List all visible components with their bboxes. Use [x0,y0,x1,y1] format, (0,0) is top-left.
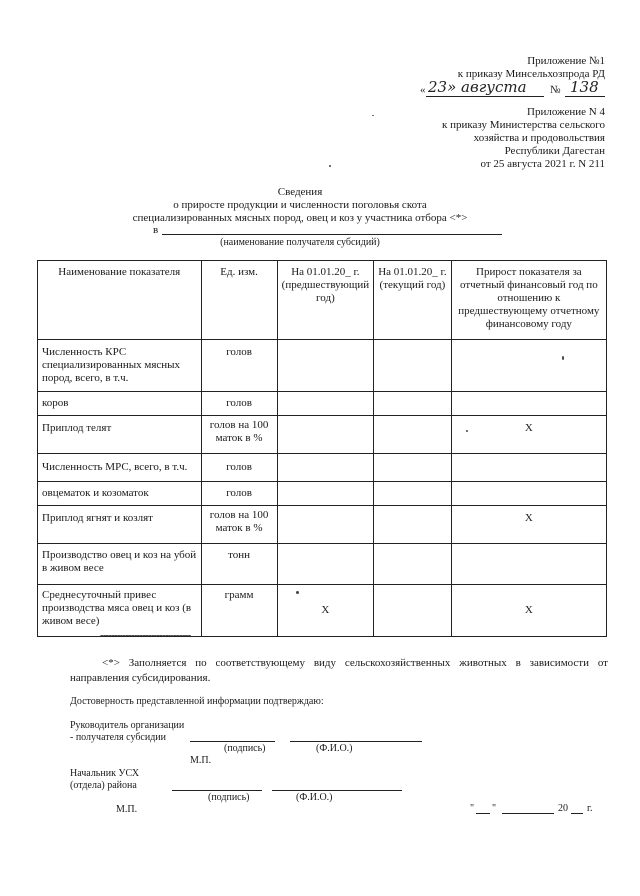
signer-1-title [70,720,184,744]
row-current [374,340,452,392]
row-unit: голов [201,340,277,392]
handwritten-number: 138 [570,78,599,96]
day-blank [476,813,490,814]
row-unit: грамм [201,585,277,637]
header-unit: Ед. изм. [201,261,277,340]
signer-2-line-2: (отдела) района [70,780,137,791]
recipient-caption: (наименование получателя субсидий) [220,237,380,248]
row-indicator: Численность КРС специализированных мясных пород, всего, в т.ч. [38,340,202,392]
table-row [38,482,607,506]
row-current [374,482,452,506]
stamp-label-2: М.П. [116,804,138,815]
recipient-line [162,234,502,235]
title-line-1: Сведения [277,186,323,198]
scan-speck [329,165,331,167]
header-indicator: Наименование показателя [38,261,202,340]
document-title [60,186,540,225]
row-indicator: коров [38,392,202,416]
handwritten-order-date [420,78,610,100]
row-current [374,585,452,637]
year-blank [571,813,583,814]
signer-2-line-1: Начальник УСХ [70,768,140,779]
appendix-4-line: Приложение N 4 [527,106,605,118]
appendix-4-line: к приказу Министерства сельского [442,119,605,131]
row-unit: голов [201,454,277,482]
row-previous [277,544,373,585]
row-indicator: Среднесуточный привес производства мяса овец и коз (в живом весе) [38,585,202,637]
row-current [374,506,452,544]
row-growth: X [451,585,606,637]
appendix-4-line: Республики Дагестан [504,145,605,157]
signer-2-title [70,768,139,792]
name-caption-2: (Ф.И.О.) [296,792,333,803]
date-close-quote-mark: " [492,803,497,814]
row-growth [451,544,606,585]
row-current [374,544,452,585]
appendix-4-block [340,106,605,171]
indicators-table [37,260,607,637]
row-previous [277,454,373,482]
row-growth: X [451,506,606,544]
row-indicator: Производство овец и коз на убой в живом весе [38,544,202,585]
name-line-2 [272,790,402,791]
row-previous [277,392,373,416]
table-row [38,544,607,585]
row-current [374,416,452,454]
row-growth: X [451,416,606,454]
confirmation-text: Достоверность представленной информации подтверждаю: [70,696,324,707]
signature-caption-2: (подпись) [208,792,250,803]
row-indicator: Приплод телят [38,416,202,454]
row-indicator: Численность МРС, всего, в т.ч. [38,454,202,482]
appendix-4-line: от 25 августа 2021 г. N 211 [480,158,605,170]
date-open-quote-mark: " [470,803,475,814]
footnote-separator: -------------------------------- [100,630,191,641]
year-suffix: г. [587,803,593,814]
scan-speck [372,115,374,116]
row-unit: тонн [201,544,277,585]
row-growth [451,392,606,416]
row-growth [451,454,606,482]
header-current-year: На 01.01.20_ г. (текущий год) [374,261,452,340]
header-growth: Прирост показателя за отчетный финансовый год по отношению к предшествующему отчетному финансовому году [451,261,606,340]
number-underline [565,96,605,97]
row-previous [277,416,373,454]
signature-date [470,803,600,817]
number-sign: № [550,84,561,96]
table-row [38,585,607,637]
appendix-1-title: Приложение №1 [527,55,605,67]
row-growth [451,482,606,506]
month-blank [502,813,554,814]
title-line-2: о приросте продукции и численности поголовья скота [173,199,427,211]
row-growth [451,340,606,392]
table-row [38,340,607,392]
row-unit: голов на 100 маток в % [201,416,277,454]
row-current [374,454,452,482]
name-caption-1: (Ф.И.О.) [316,743,353,754]
scan-speck [466,430,468,432]
footnote-text: <*> Заполняется по соответствующему виду сельскохозяйственных животных в зависимости от направления субсидирования. [70,657,608,684]
header-previous-year: На 01.01.20_ г. (предшествующий год) [277,261,373,340]
row-previous [277,506,373,544]
signer-1-line-1: Руководитель организации [70,720,185,731]
row-unit: голов [201,392,277,416]
table-row [38,392,607,416]
table-row [38,454,607,482]
signer-1-line-2: - получателя субсидии [70,732,166,743]
name-line-1 [290,741,422,742]
row-indicator: Приплод ягнят и козлят [38,506,202,544]
table-header-row [38,261,607,340]
scan-speck [562,356,564,360]
year-prefix: 20 [558,803,568,814]
title-line-3: специализированных мясных пород, овец и коз у участника отбора <*> [132,212,468,224]
scan-speck [296,591,299,594]
row-previous [277,340,373,392]
table-row [38,506,607,544]
appendix-1-order: к приказу Минсельхозпрода РД [457,68,605,80]
date-open-quote: « [420,84,426,96]
recipient-prefix: в [153,224,159,236]
row-unit: голов на 100 маток в % [201,506,277,544]
appendix-4-line: хозяйства и продовольствия [473,132,605,144]
signature-line-2 [172,790,262,791]
table-row [38,416,607,454]
row-current [374,392,452,416]
row-previous [277,482,373,506]
signature-line-1 [190,741,275,742]
signature-caption-1: (подпись) [224,743,266,754]
row-unit: голов [201,482,277,506]
row-indicator: овцематок и козоматок [38,482,202,506]
handwritten-date: 23» августа [428,78,527,96]
date-underline [426,96,544,97]
stamp-label-1: М.П. [190,755,212,766]
row-previous: X [277,585,373,637]
